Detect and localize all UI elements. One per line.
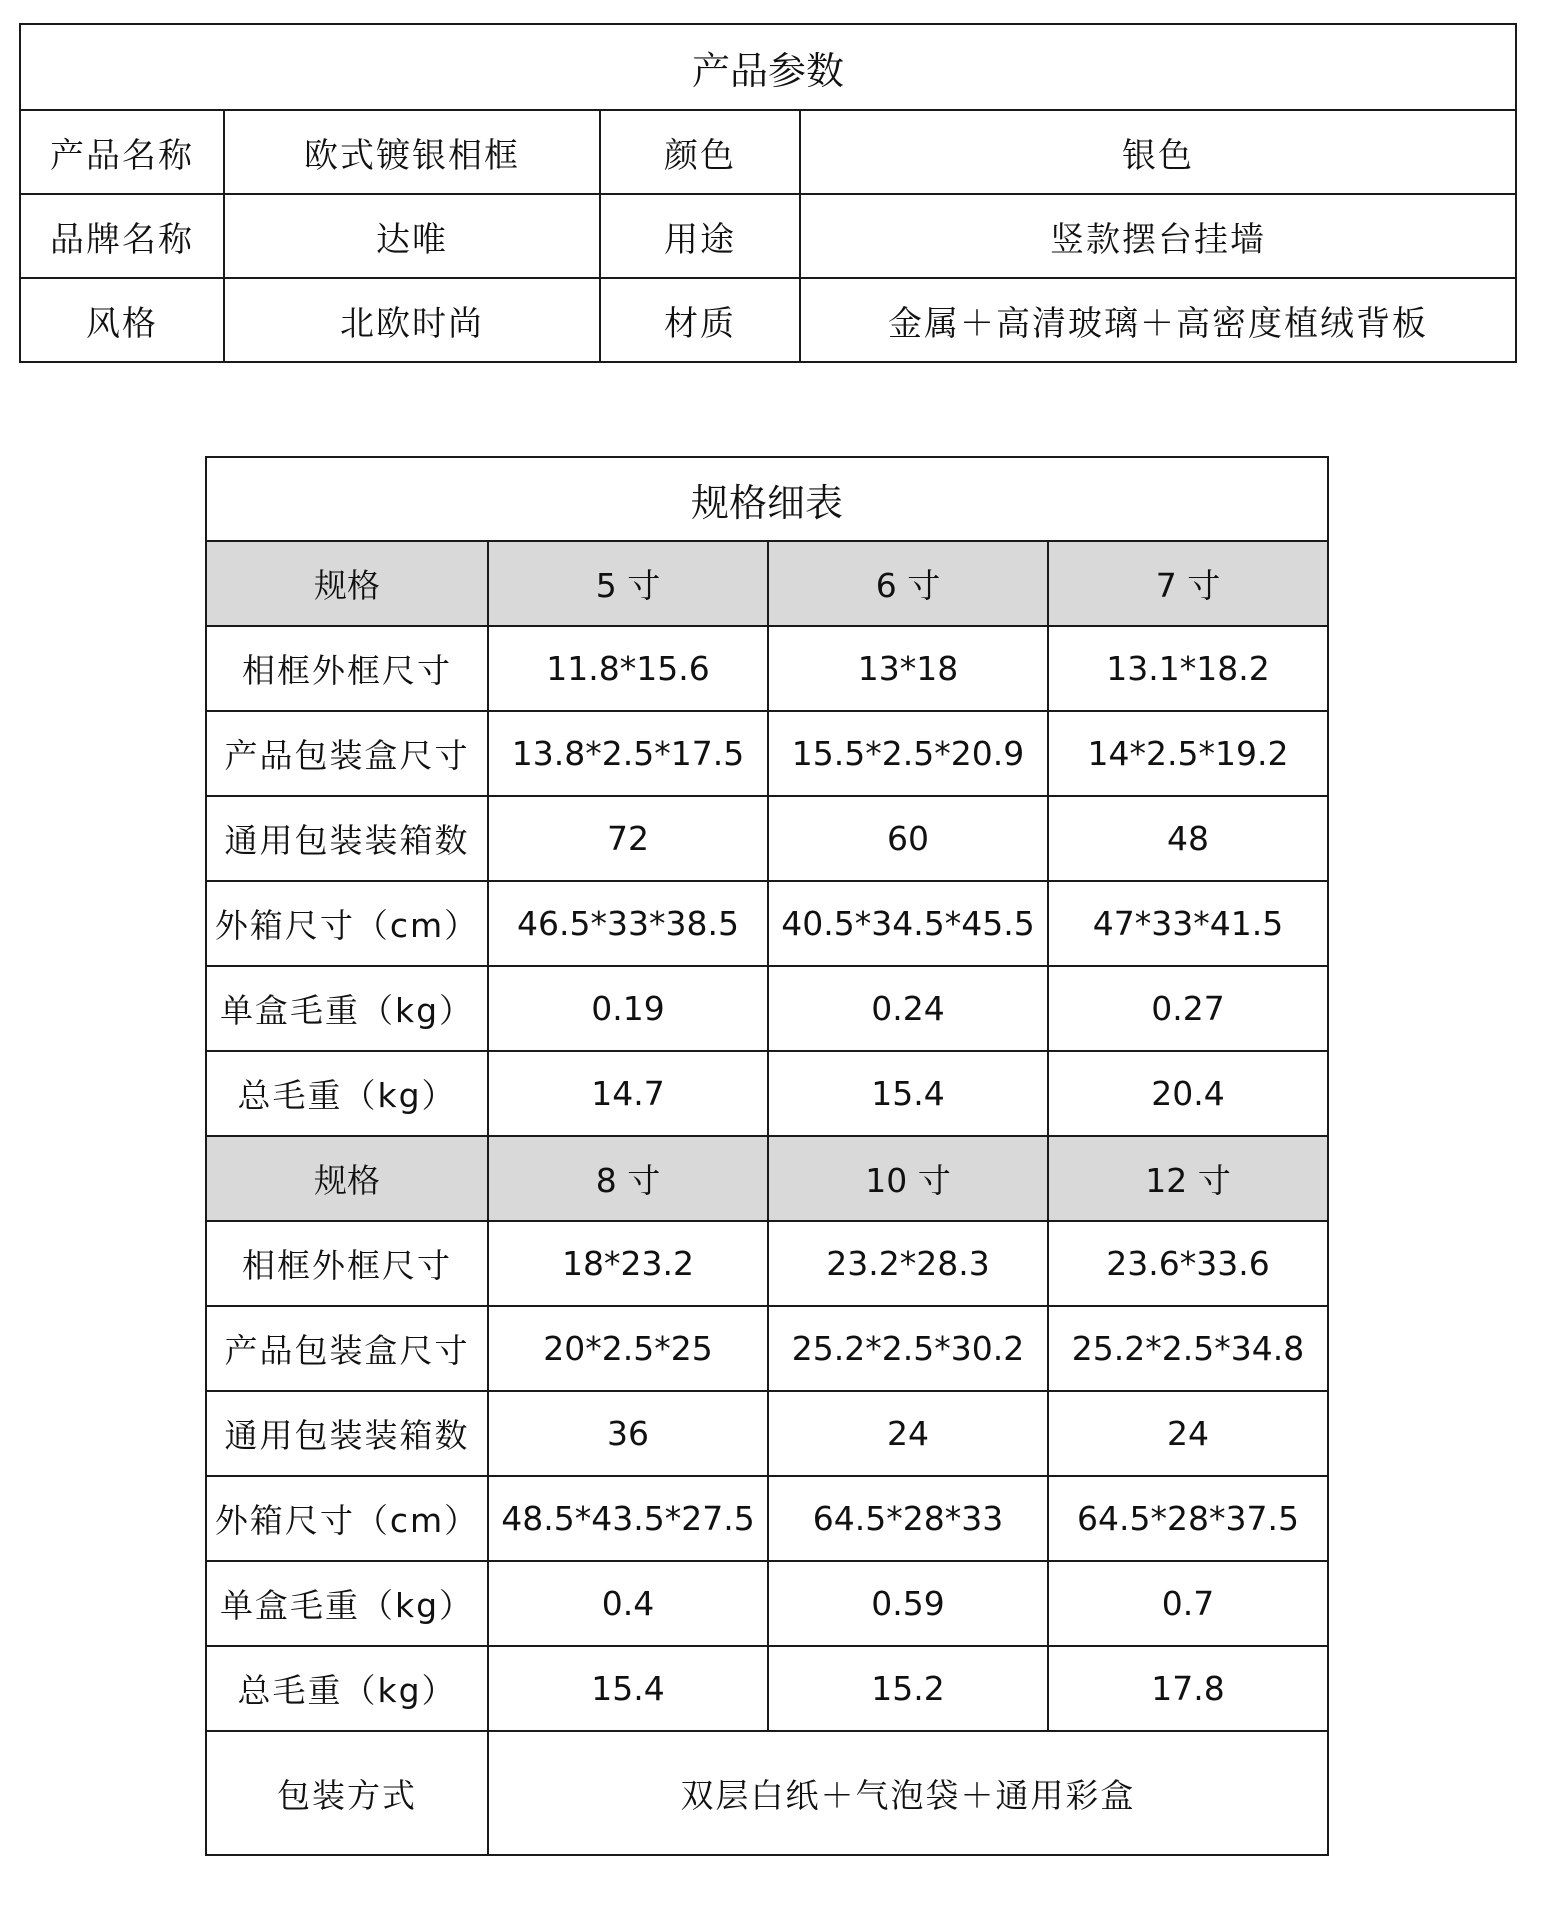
params-row <box>20 110 1516 194</box>
spec-cell: 11.8*15.6 <box>488 626 768 711</box>
spec-cell: 15.4 <box>768 1051 1048 1136</box>
spec-header-label: 规格 <box>206 541 488 626</box>
param-value: 达唯 <box>224 194 600 278</box>
param-value: 竖款摆台挂墙 <box>800 194 1516 278</box>
spec-cell: 72 <box>488 796 768 881</box>
spec-size-8: 8 寸 <box>488 1136 768 1221</box>
spec-cell: 23.6*33.6 <box>1048 1221 1328 1306</box>
spec-cell: 0.7 <box>1048 1561 1328 1646</box>
spec-cell: 25.2*2.5*34.8 <box>1048 1306 1328 1391</box>
spec-cell: 14.7 <box>488 1051 768 1136</box>
param-label: 颜色 <box>600 110 800 194</box>
spec-row <box>206 711 1328 796</box>
spec-table <box>205 456 1329 1856</box>
spec-size-5: 5 寸 <box>488 541 768 626</box>
spec-row <box>206 1306 1328 1391</box>
spec-row-label: 产品包装盒尺寸 <box>206 711 488 796</box>
spec-cell: 24 <box>768 1391 1048 1476</box>
spec-row-label: 单盒毛重（kg） <box>206 1561 488 1646</box>
spec-cell: 40.5*34.5*45.5 <box>768 881 1048 966</box>
spec-cell: 64.5*28*33 <box>768 1476 1048 1561</box>
spec-row <box>206 966 1328 1051</box>
params-title: 产品参数 <box>20 24 1516 110</box>
spec-cell: 15.4 <box>488 1646 768 1731</box>
spec-cell: 23.2*28.3 <box>768 1221 1048 1306</box>
packaging-label: 包装方式 <box>206 1731 488 1855</box>
param-label: 用途 <box>600 194 800 278</box>
spec-cell: 36 <box>488 1391 768 1476</box>
spec-title: 规格细表 <box>206 457 1328 541</box>
spec-cell: 17.8 <box>1048 1646 1328 1731</box>
spec-row <box>206 881 1328 966</box>
spec-cell: 48 <box>1048 796 1328 881</box>
spec-cell: 13*18 <box>768 626 1048 711</box>
spec-header-row <box>206 1136 1328 1221</box>
spec-header-label: 规格 <box>206 1136 488 1221</box>
spec-cell: 64.5*28*37.5 <box>1048 1476 1328 1561</box>
spec-row-label: 总毛重（kg） <box>206 1051 488 1136</box>
spec-cell: 15.2 <box>768 1646 1048 1731</box>
param-label: 风格 <box>20 278 224 362</box>
param-label: 产品名称 <box>20 110 224 194</box>
spec-row <box>206 1221 1328 1306</box>
params-title-row <box>20 24 1516 110</box>
spec-row-label: 外箱尺寸（cm） <box>206 881 488 966</box>
packaging-row <box>206 1731 1328 1855</box>
spec-size-12: 12 寸 <box>1048 1136 1328 1221</box>
spec-cell: 48.5*43.5*27.5 <box>488 1476 768 1561</box>
param-label: 材质 <box>600 278 800 362</box>
spec-row-label: 总毛重（kg） <box>206 1646 488 1731</box>
spec-row-label: 通用包装装箱数 <box>206 796 488 881</box>
spec-cell: 46.5*33*38.5 <box>488 881 768 966</box>
spec-cell: 0.27 <box>1048 966 1328 1051</box>
spec-size-7: 7 寸 <box>1048 541 1328 626</box>
spec-row <box>206 1051 1328 1136</box>
spec-cell: 13.8*2.5*17.5 <box>488 711 768 796</box>
param-label: 品牌名称 <box>20 194 224 278</box>
spec-cell: 0.24 <box>768 966 1048 1051</box>
spec-size-10: 10 寸 <box>768 1136 1048 1221</box>
packaging-value: 双层白纸＋气泡袋＋通用彩盒 <box>488 1731 1328 1855</box>
spec-row <box>206 1646 1328 1731</box>
spec-cell: 18*23.2 <box>488 1221 768 1306</box>
spec-row-label: 产品包装盒尺寸 <box>206 1306 488 1391</box>
spec-cell: 15.5*2.5*20.9 <box>768 711 1048 796</box>
spec-row <box>206 1561 1328 1646</box>
param-value: 银色 <box>800 110 1516 194</box>
spec-row <box>206 626 1328 711</box>
param-value: 金属＋高清玻璃＋高密度植绒背板 <box>800 278 1516 362</box>
spec-cell: 0.19 <box>488 966 768 1051</box>
spec-size-6: 6 寸 <box>768 541 1048 626</box>
spec-row <box>206 1476 1328 1561</box>
spec-row-label: 外箱尺寸（cm） <box>206 1476 488 1561</box>
param-value: 北欧时尚 <box>224 278 600 362</box>
spec-cell: 0.59 <box>768 1561 1048 1646</box>
product-params-table <box>19 23 1517 363</box>
spec-cell: 14*2.5*19.2 <box>1048 711 1328 796</box>
spec-cell: 20.4 <box>1048 1051 1328 1136</box>
spec-cell: 0.4 <box>488 1561 768 1646</box>
spec-row-label: 单盒毛重（kg） <box>206 966 488 1051</box>
params-row <box>20 194 1516 278</box>
params-row <box>20 278 1516 362</box>
spec-row-label: 通用包装装箱数 <box>206 1391 488 1476</box>
spec-row-label: 相框外框尺寸 <box>206 1221 488 1306</box>
param-value: 欧式镀银相框 <box>224 110 600 194</box>
spec-cell: 60 <box>768 796 1048 881</box>
spec-row <box>206 1391 1328 1476</box>
spec-title-row <box>206 457 1328 541</box>
spec-cell: 20*2.5*25 <box>488 1306 768 1391</box>
spec-cell: 25.2*2.5*30.2 <box>768 1306 1048 1391</box>
spec-header-row <box>206 541 1328 626</box>
spec-cell: 13.1*18.2 <box>1048 626 1328 711</box>
spec-cell: 47*33*41.5 <box>1048 881 1328 966</box>
spec-row <box>206 796 1328 881</box>
spec-cell: 24 <box>1048 1391 1328 1476</box>
spec-row-label: 相框外框尺寸 <box>206 626 488 711</box>
